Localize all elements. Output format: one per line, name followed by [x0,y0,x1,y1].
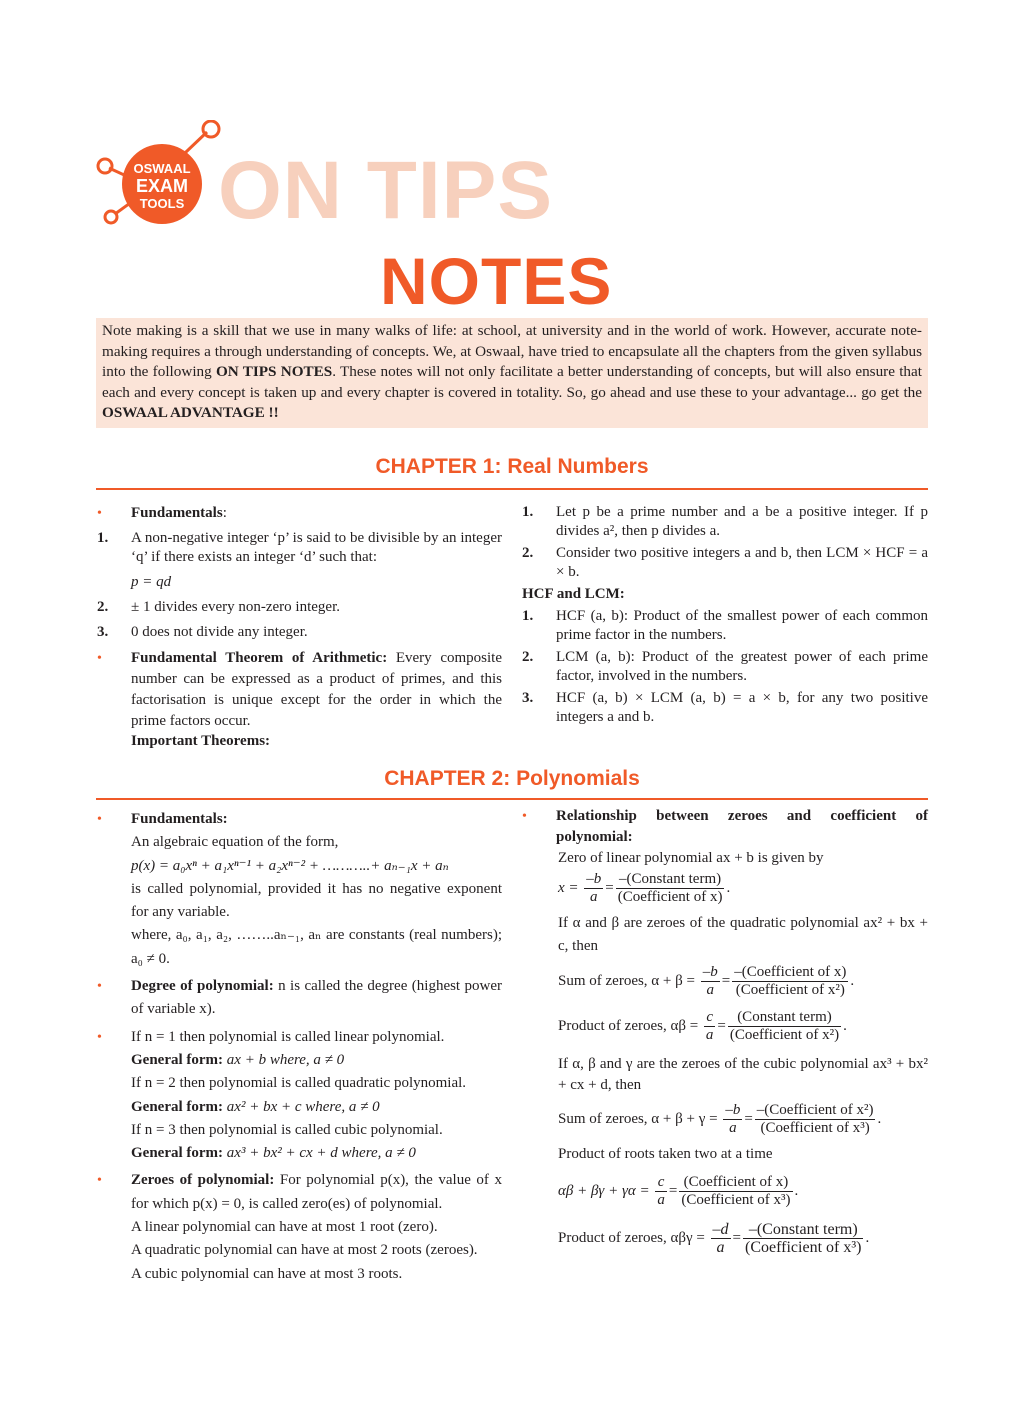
frac-num: c [655,1174,667,1192]
zeroes-text: For polynomial p(x), the value of x for which p(x) = 0, is called zero(es) of polynomial. [131,1172,502,1212]
ch2-line-1: An algebraic equation of the form, [131,834,339,851]
frac-num: –b [702,964,718,980]
general-form-3: ax³ + bx² + cx + d where, a ≠ 0 [223,1145,416,1162]
frac-num: –(Constant term) [616,871,725,889]
equals: = [732,1229,742,1246]
linear-zero-formula [558,871,928,906]
hcf-item-2: LCM (a, b): Product of the greatest power of each prime factor, involved in the numbers. [556,649,928,684]
frac-num: –(Coefficient of x²) [756,1102,874,1118]
sum-formula [558,964,928,999]
fta-text: Every composite number can be expressed as a product of primes, and this factorisation is unique except for the order in which the prime factors occur. [131,650,502,729]
chapter-2-left-column [97,808,502,1286]
relationship-label: Relationship between zeroes and coefficient of polynomial: [556,808,928,845]
chapter-1-left-column: • Fundamentals: 1. A non-negative integer ‘p’ is said to be divisible by an integer ‘q’ if there exists an integer ‘d’ such that: p = qd 2. ± 1 divides every non-zero integer. 3. 0 does not divide any integer. • Fundamental Theorem of Arithmetic: Every composite number can be expressed as a product of primes, and this factorisation is unique except for the order in which the prime factors occur. Important Theorems: [97,505,502,749]
chapter-2-right-column [522,806,928,1256]
general-form-1: ax + b where, a ≠ 0 [223,1051,345,1068]
ch1-item-2: ± 1 divides every non-zero integer. [131,599,340,615]
cubic-text: If n = 3 then polynomial is called cubic polynomial. [131,1121,443,1138]
equals: = [717,1017,726,1034]
frac-den: a [729,1120,737,1136]
fta-label: Fundamental Theorem of Arithmetic: [131,650,388,666]
chapter-2-heading: CHAPTER 2: Polynomials [384,767,640,790]
logo-graphic [95,120,230,230]
frac-den: a [716,1239,725,1256]
intro-text-1: Note making is a skill that we use in many walks of life: at school, at university and in the world of work. However, accurate note-making requires a through understanding of concepts. We, at Oswaal, have tried to encapsulate all the chapters from the given syllabus into the following [102,322,922,381]
two-at-a-time-label: Product of roots taken two at a time [558,1146,773,1162]
general-form-label: General form: [131,1098,224,1115]
frac-den: (Coefficient of x) [617,889,723,905]
product-label: Product of zeroes, αβ = [558,1017,699,1034]
ch2-line-3: is called polynomial, provided it has no negative exponent for any variable. [131,880,502,921]
chapter-1-heading: CHAPTER 1: Real Numbers [375,455,649,478]
general-form-label: General form: [131,1051,224,1068]
two-eq-label: αβ + βγ + γα = [558,1182,650,1199]
frac-den: a [705,1027,714,1043]
frac-den: a [590,889,598,905]
intro-box [96,318,928,428]
intro-bold-2: OSWAAL ADVANTAGE !! [102,404,279,422]
bullet-icon: • [97,979,102,995]
period: . [726,879,731,896]
chapter-1-rule [96,488,928,490]
frac-num: (Coefficient of x) [679,1174,792,1192]
colon: : [222,505,227,521]
logo-text-3: TOOLS [139,196,185,211]
frac-den: a [657,1192,665,1208]
frac-num: –b [725,1102,741,1118]
quadratic-text: If n = 2 then polynomial is called quadratic polynomial. [131,1075,467,1092]
linear-text: If n = 1 then polynomial is called linear polynomial. [131,1028,445,1045]
period: . [877,1110,882,1127]
x-equals: x = [558,879,579,896]
period: . [850,972,855,989]
hcf-lcm-heading: HCF and LCM: [522,586,625,602]
equals: = [721,972,731,989]
frac-num: (Constant term) [728,1009,841,1027]
two-at-a-time-formula [558,1174,928,1209]
degree-text: n is called the degree (highest power of variable x). [131,978,503,1018]
ch1-item-3: 0 does not divide any integer. [131,624,308,640]
title-notes: NOTES [380,244,613,318]
important-theorems-label: Important Theorems: [131,733,271,749]
ch2-line-4: where, a₀, a₁, a₂, ……..aₙ₋₁, aₙ are constants (real numbers); a₀ ≠ 0. [131,927,502,967]
bullet-icon: • [522,809,527,824]
ch1-item-1: A non-negative integer ‘p’ is said to be divisible by an integer ‘q’ if there exists an integer ‘d’ such that: [131,530,502,565]
logo-text-2: EXAM [135,176,189,196]
linear-zero-text: Zero of linear polynomial ax + b is given by [558,850,824,866]
theorem-1: Let p be a prime number and a be a positive integer. If p divides a², then p divides a. [556,504,928,539]
period: . [794,1182,799,1199]
bullet-icon: • [97,812,102,827]
general-form-label: General form: [131,1145,224,1162]
zeroes-label: Zeroes of polynomial: [131,1172,275,1189]
frac-den: (Coefficient of x²) [729,1027,840,1043]
logo-text-1: OSWAAL [133,161,191,176]
frac-num: c [704,1009,716,1027]
period: . [843,1017,847,1034]
chapter-1-right-column: 1. Let p be a prime number and a be a positive integer. If p divides a², then p divides a. 2. Consider two positive integers a and b, then LCM × HCF = a × b. HCF and LCM: 1. HCF (a, b): Product of the smallest power of each common prime factor in the numbers. 2. LCM (a, b): Product of the greatest power of each prime factor, involved in the numbers. 3. HCF (a, b) × LCM (a, b) = a × b, for any two positive integers a and b. [522,504,928,725]
cubic-sum-label: Sum of zeroes, α + β + γ = [558,1110,718,1127]
frac-num: –(Constant term) [743,1221,863,1239]
frac-den: (Coefficient of x³) [760,1120,870,1136]
product-formula [558,1009,928,1044]
ch1-equation: p = qd [131,574,172,590]
equals: = [668,1182,678,1199]
frac-num: –d [712,1221,729,1238]
intro-bold-1: ON TIPS NOTES [215,363,333,381]
cubic-product-label: Product of zeroes, αβγ = [558,1229,705,1246]
equals: = [744,1110,753,1127]
cubic-sum-formula [558,1102,928,1137]
frac-num: –b [586,871,602,887]
cubic-zero-text: If α, β and γ are the zeroes of the cubic polynomial ax³ + bx² + cx + d, then [558,1056,928,1093]
zeroes-line-1: A linear polynomial can have at most 1 root (zero). [131,1219,438,1236]
period: . [865,1229,870,1246]
cubic-product-formula [558,1221,928,1256]
ch2-poly-eq: p(x) = a₀xⁿ + a₁xⁿ⁻¹ + a₂xⁿ⁻² + ………..+ aₙ₋₁x + aₙ [131,857,449,874]
zeroes-line-3: A cubic polynomial can have at most 3 roots. [131,1265,403,1282]
theorem-2: Consider two positive integers a and b, then LCM × HCF = a × b. [556,545,928,580]
hcf-item-1: HCF (a, b): Product of the smallest power of each common prime factor in the numbers. [556,608,928,643]
quad-zero-text: If α and β are zeroes of the quadratic polynomial ax² + bx + c, then [558,915,928,954]
title-on-tips: ON TIPS [218,145,554,236]
frac-den: (Coefficient of x³) [681,1192,791,1208]
chapter-2-rule [96,798,928,800]
bullet-icon: • [97,1029,102,1045]
ch2-fundamentals-label: Fundamentals: [131,811,228,827]
degree-label: Degree of polynomial: [131,978,274,995]
zeroes-line-2: A quadratic polynomial can have at most 2 roots (zeroes). [131,1242,478,1259]
bullet-icon: • [97,1173,102,1189]
frac-den: (Coefficient of x³) [745,1239,862,1256]
frac-den: (Coefficient of x²) [735,982,845,998]
bullet-icon: • [97,651,102,666]
fundamentals-label: Fundamentals [131,505,223,521]
frac-den: a [706,982,714,998]
general-form-2: ax² + bx + c where, a ≠ 0 [223,1098,380,1115]
frac-num: –(Coefficient of x) [734,964,847,980]
intro-text-2: . These notes will not only facilitate a better understanding of concepts, but will also ensure that each and every concept is taken up and every chapter is covered in totality. So, go ahead and use these to your advantage... go get the [102,363,922,401]
bullet-icon: • [97,506,102,521]
hcf-item-3: HCF (a, b) × LCM (a, b) = a × b, for any two positive integers a and b. [556,690,928,725]
sum-label: Sum of zeroes, α + β = [558,972,695,989]
equals: = [605,879,614,896]
oswaal-logo [95,120,230,230]
